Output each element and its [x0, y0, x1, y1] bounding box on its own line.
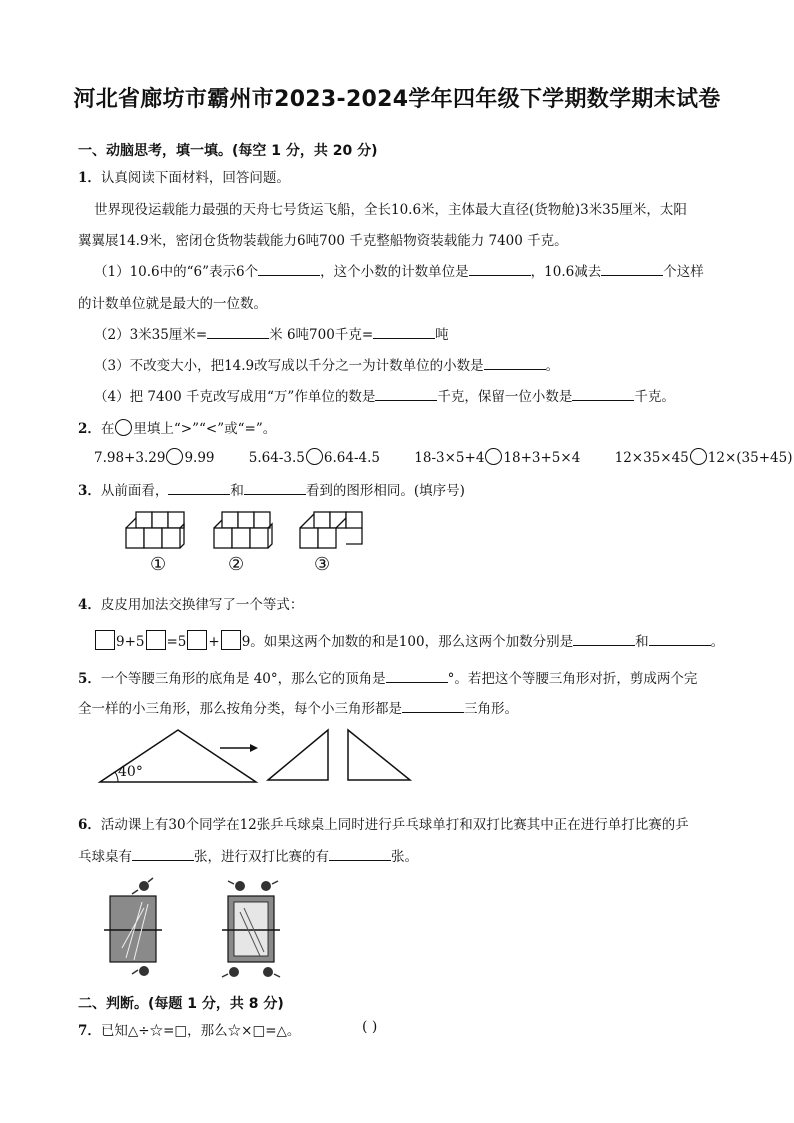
- section-heading-2: 二、判断。(每题 1 分，共 8 分): [78, 996, 284, 1012]
- cube-figure-3: [300, 512, 362, 548]
- q2-items: [94, 448, 792, 466]
- figure-label-1: ①: [150, 554, 167, 575]
- q4-eq-c: +: [208, 634, 220, 650]
- compare-right: 12×(35+45): [707, 450, 793, 466]
- question-3: [78, 479, 465, 499]
- compare-circle[interactable]: [166, 448, 183, 465]
- answer-parentheses[interactable]: ( ): [362, 1019, 378, 1035]
- question-number: 7．: [78, 1023, 101, 1039]
- q4-eq-d: 9。如果这两个加数的和是100，那么这两个加数分别是: [241, 634, 574, 650]
- q1-p4-text-c: 千克。: [634, 389, 675, 405]
- figure-label-3: ③: [314, 554, 331, 575]
- angle-label: 40°: [118, 764, 143, 780]
- cube-figure-1: [126, 512, 184, 548]
- q1-part-1-line-2: 的计数单位就是最大的一位数。: [78, 296, 267, 312]
- q5-line2-b: 三角形。: [464, 701, 518, 717]
- q1-p4-text-b: 千克，保留一位小数是: [437, 389, 573, 405]
- answer-blank[interactable]: [329, 846, 391, 861]
- compare-right: 18+3+5×4: [503, 450, 581, 466]
- answer-blank[interactable]: [375, 386, 437, 401]
- q5-text-a: 一个等腰三角形的底角是 40°，那么它的顶角是: [100, 671, 386, 687]
- material-line-1: 世界现役运载能力最强的天舟七号货运飞船，全长10.6米，主体最大直径(货物舱)3米35厘米，太阳: [94, 202, 687, 218]
- q4-equation: [94, 630, 724, 650]
- compare-circle[interactable]: [306, 448, 323, 465]
- answer-box[interactable]: [95, 630, 115, 650]
- question-number: 5．: [78, 671, 101, 687]
- answer-blank[interactable]: [258, 261, 320, 276]
- answer-blank[interactable]: [484, 355, 546, 370]
- question-number: 6．: [78, 817, 101, 833]
- answer-box[interactable]: [221, 630, 241, 650]
- answer-blank[interactable]: [207, 324, 269, 339]
- q4-eq-e: 和: [635, 634, 649, 650]
- arrow-head: [250, 744, 258, 752]
- question-number: 2．: [78, 421, 101, 437]
- answer-blank[interactable]: [469, 261, 531, 276]
- compare-right: 9.99: [184, 450, 215, 466]
- compare-item: [94, 448, 215, 466]
- answer-blank[interactable]: [373, 324, 435, 339]
- q4-text: 皮皮用加法交换律写了一个等式：: [100, 597, 304, 613]
- q4-eq-b: =5: [166, 634, 187, 650]
- material-line-2: 翼翼展14.9米，密闭仓货物装载能力6吨700 千克整船物资装载能力 7400 千克。: [78, 233, 568, 249]
- q6-line2-a: 乓球桌有: [78, 849, 132, 865]
- figure-label-2: ②: [228, 554, 245, 575]
- compare-circle: [115, 419, 132, 436]
- question-5: [78, 667, 697, 687]
- compare-item: [414, 448, 580, 466]
- answer-blank[interactable]: [573, 631, 635, 646]
- q5-line2-a: 全一样的小三角形，那么按角分类，每个小三角形都是: [78, 701, 402, 717]
- compare-circle[interactable]: [690, 448, 707, 465]
- q1-p1-text-b: ，这个小数的计数单位是: [320, 264, 469, 280]
- compare-left: 12×35×45: [614, 450, 689, 466]
- compare-item: [615, 448, 793, 466]
- q1-part-2: [94, 323, 449, 343]
- answer-blank[interactable]: [649, 631, 711, 646]
- question-number: 1．: [78, 170, 101, 186]
- pingpong-tables-figure: [104, 878, 304, 980]
- answer-blank[interactable]: [601, 261, 663, 276]
- question-text: 认真阅读下面材料，回答问题。: [100, 170, 290, 186]
- compare-right: 6.64-4.5: [323, 450, 380, 466]
- q2-text-b: 里填上“>”“<”或“=”。: [133, 421, 277, 437]
- compare-left: 18-3×5+4: [414, 450, 485, 466]
- answer-box[interactable]: [146, 630, 166, 650]
- pingpong-table-doubles: [222, 881, 280, 977]
- answer-blank[interactable]: [572, 386, 634, 401]
- q1-part-4: [94, 385, 675, 405]
- q1-p3-text-b: 。: [545, 358, 560, 374]
- q1-p2-text-b: 米 6吨700千克=: [269, 327, 374, 343]
- answer-blank[interactable]: [132, 846, 194, 861]
- q3-text-c: 看到的图形相同。(填序号): [305, 483, 465, 499]
- q1-p2-text-c: 吨: [435, 327, 449, 343]
- q6-line2-b: 张，进行双打比赛的有: [194, 849, 329, 865]
- section-heading-1: 一、动脑思考，填一填。(每空 1 分，共 20 分): [78, 143, 378, 159]
- question-number: 3．: [78, 483, 101, 499]
- q4-eq-a: 9+5: [116, 634, 145, 650]
- answer-blank[interactable]: [402, 698, 464, 713]
- q1-part-3: [94, 354, 559, 374]
- answer-blank[interactable]: [244, 480, 306, 495]
- q1-p2-text-a: （2）3米35厘米=: [94, 327, 208, 343]
- q5-text-b: °。若把这个等腰三角形对折，剪成两个完: [447, 671, 698, 687]
- question-6-line-2: [78, 845, 418, 865]
- half-triangle-right: [348, 730, 410, 780]
- q1-p1-text-a: （1）10.6中的“6”表示6个: [94, 264, 259, 280]
- question-number: 4．: [78, 597, 101, 613]
- answer-blank[interactable]: [168, 480, 230, 495]
- answer-box[interactable]: [187, 630, 207, 650]
- triangle-figure: [98, 726, 418, 786]
- q1-p4-text-a: （4）把 7400 千克改写成用“万”作单位的数是: [94, 389, 376, 405]
- question-5-line-2: [78, 697, 518, 717]
- half-triangle-left: [268, 730, 328, 780]
- q1-p3-text-a: （3）不改变大小，把14.9改写成以千分之一为计数单位的小数是: [94, 358, 484, 374]
- q6-line2-c: 张。: [391, 849, 418, 865]
- question-7: [78, 1019, 300, 1039]
- q2-text-a: 在: [100, 421, 115, 437]
- page-title: 河北省廊坊市霸州市2023-2024学年四年级下学期数学期末试卷: [73, 87, 721, 112]
- pingpong-table-singles: [104, 878, 162, 976]
- compare-item: [249, 448, 380, 466]
- answer-blank[interactable]: [386, 668, 448, 683]
- compare-left: 5.64-3.5: [248, 450, 305, 466]
- q7-text: 已知△÷☆=□，那么☆×□=△。: [100, 1023, 301, 1039]
- question-1-intro: [78, 166, 290, 186]
- q1-p1-text-c: ，10.6减去: [530, 264, 602, 280]
- question-6: [78, 813, 689, 833]
- q6-line1: 活动课上有30个同学在12张乒乓球桌上同时进行乒乓球单打和双打比赛其中正在进行单打比赛的乒: [100, 817, 689, 833]
- q3-text-a: 从前面看，: [100, 483, 169, 499]
- question-4: [78, 593, 303, 613]
- question-2: [78, 417, 276, 437]
- compare-circle[interactable]: [485, 448, 502, 465]
- q3-text-b: 和: [230, 483, 244, 499]
- q1-part-1: [94, 260, 704, 280]
- q1-p1-text-d: 个这样: [663, 264, 704, 280]
- cube-figure-2: [214, 512, 272, 548]
- compare-left: 7.98+3.29: [94, 450, 166, 466]
- q4-eq-f: 。: [710, 634, 725, 650]
